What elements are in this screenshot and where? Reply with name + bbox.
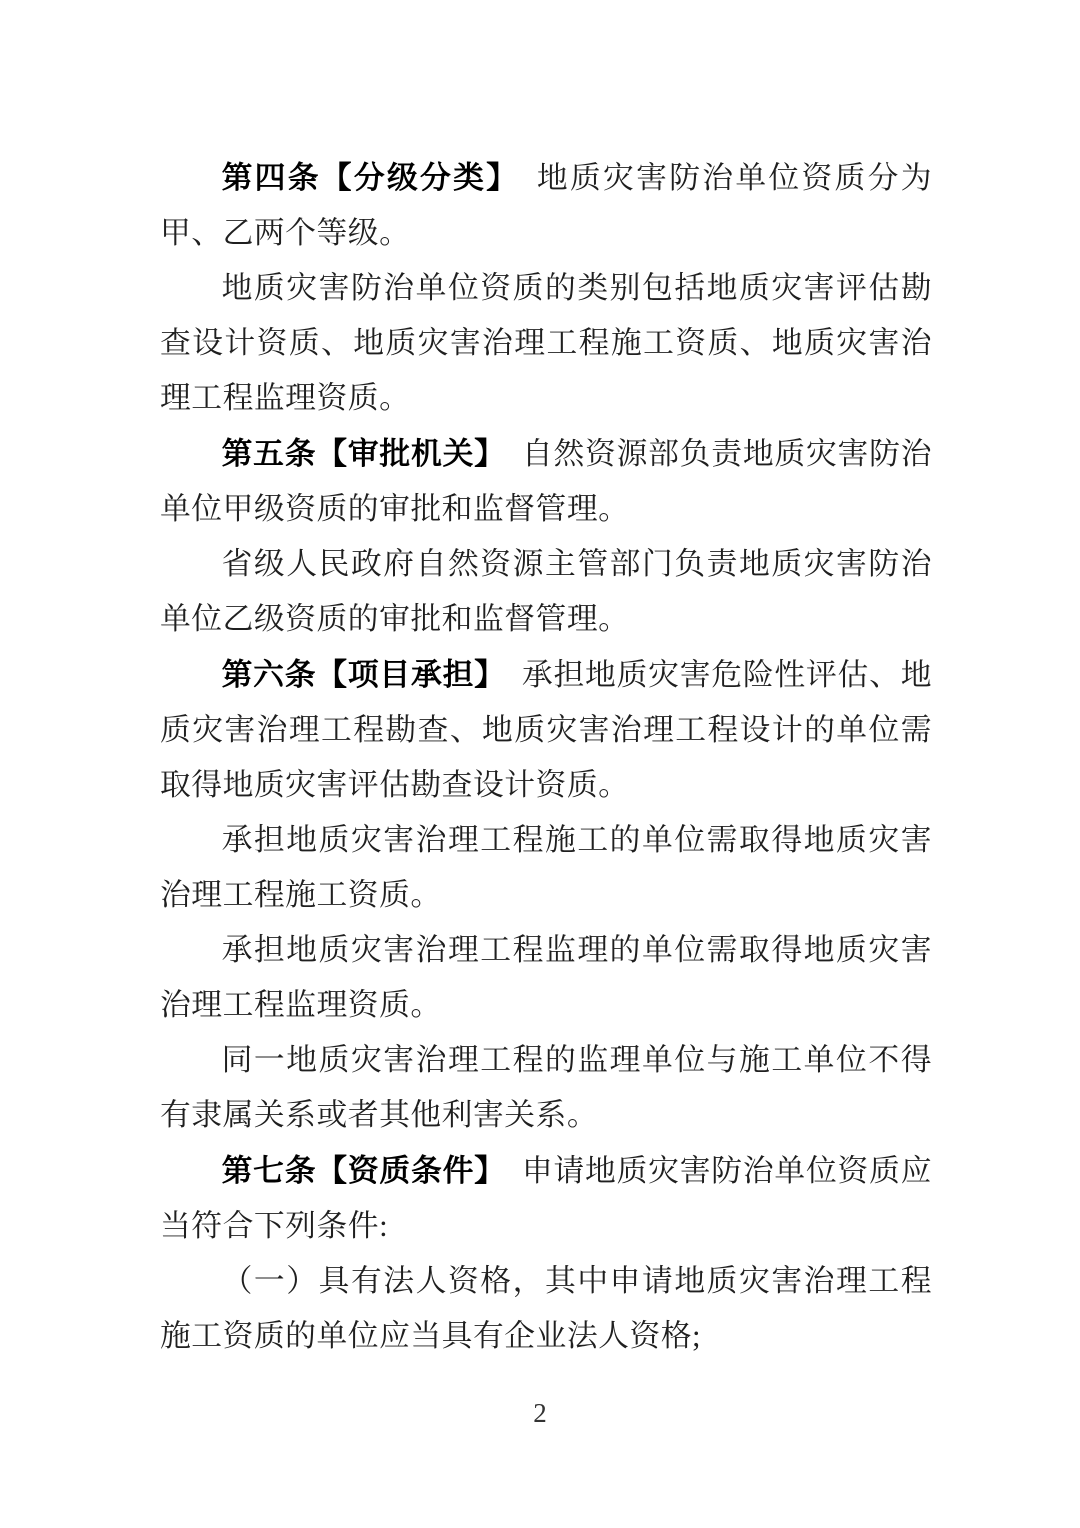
paragraph-text: 自然资源部负责地质灾害防治单位甲级资质的审批和监督管理。 — [160, 437, 932, 526]
paragraph-text: 承担地质灾害治理工程监理的单位需取得地质灾害治理工程监理资质。 — [160, 933, 932, 1022]
paragraph-text: 承担地质灾害危险性评估、地质灾害治理工程勘查、地质灾害治理工程设计的单位需取得地质灾害评估勘查设计资质。 — [160, 658, 932, 802]
paragraph — [160, 647, 932, 813]
paragraph — [160, 150, 932, 261]
paragraph — [160, 1033, 932, 1143]
paragraph-text: （一）具有法人资格，其中申请地质灾害治理工程施工资质的单位应当具有企业法人资格; — [160, 1264, 932, 1353]
paragraph-text: 省级人民政府自然资源主管部门负责地质灾害防治单位乙级资质的审批和监督管理。 — [160, 547, 932, 636]
article-heading: 第四条【分级分类】 — [221, 160, 504, 195]
paragraph — [160, 261, 932, 426]
paragraph-text: 地质灾害防治单位资质的类别包括地质灾害评估勘查设计资质、地质灾害治理工程施工资质、地质灾害治理工程监理资质。 — [160, 271, 932, 415]
paragraph-text: 申请地质灾害防治单位资质应当符合下列条件: — [160, 1154, 932, 1243]
paragraph-text: 地质灾害防治单位资质分为甲、乙两个等级。 — [160, 161, 932, 250]
paragraph — [160, 1254, 932, 1364]
document-body — [160, 150, 932, 1364]
paragraph-text: 同一地质灾害治理工程的监理单位与施工单位不得有隶属关系或者其他利害关系。 — [160, 1043, 932, 1132]
article-heading: 第七条【资质条件】 — [221, 1153, 491, 1188]
article-heading: 第五条【审批机关】 — [221, 436, 491, 471]
paragraph-text: 承担地质灾害治理工程施工的单位需取得地质灾害治理工程施工资质。 — [160, 823, 932, 912]
paragraph — [160, 813, 932, 923]
article-heading: 第六条【项目承担】 — [221, 657, 491, 692]
paragraph — [160, 1143, 932, 1254]
paragraph — [160, 537, 932, 647]
paragraph — [160, 923, 932, 1033]
paragraph — [160, 426, 932, 537]
page-number: 2 — [533, 1398, 547, 1428]
